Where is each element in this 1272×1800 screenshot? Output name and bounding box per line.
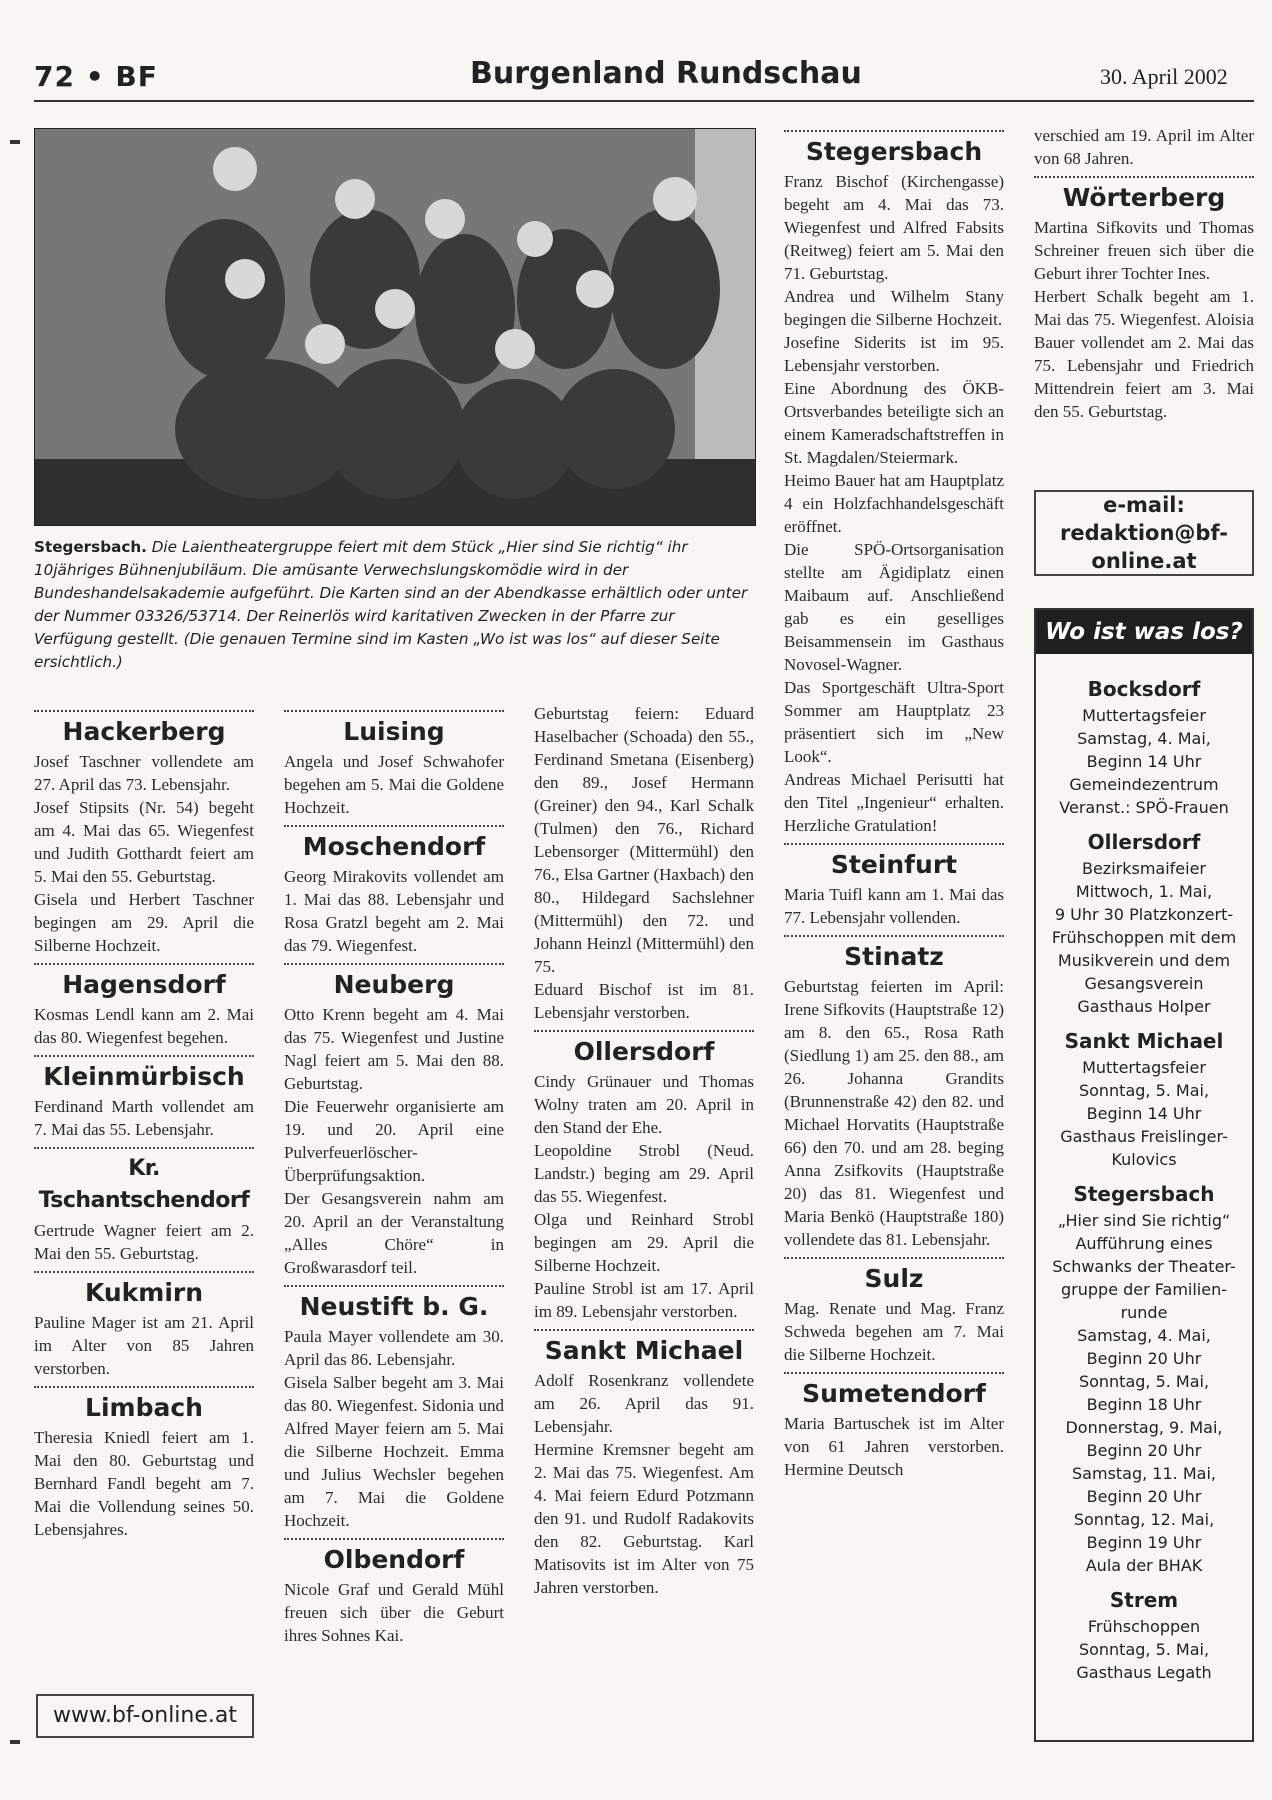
section-divider [784,935,1004,937]
location-heading: Ollersdorf [573,1037,715,1066]
section-divider [34,963,254,965]
event-detail-line: Sonntag, 12. Mai, [1073,1510,1215,1529]
news-item: Kosmas Lendl kann am 2. Mai das 80. Wiegenfest begehen. [34,1005,254,1047]
news-item: Theresia Kniedl feiert am 1. Mai den 80. Geburtstag und Bernhard Fandl begeht am 7. Mai die Vollendung seines 50. Lebensjahres. [34,1428,254,1539]
event-detail-line: Samstag, 4. Mai, [1077,1326,1211,1345]
newspaper-title: Burgenland Rundschau [470,56,862,91]
event-detail-line: Gasthaus Legath [1076,1663,1212,1682]
news-item: Maria Bartuschek ist im Alter von 61 Jahren verstorben. Hermine Deutsch [784,1414,1004,1479]
news-item: Hermine Kremsner begeht am 2. Mai das 75. Wiegenfest. Am 4. Mai feiern Edurd Potzmann den 91. und Rudolf Radakovits den 82. Geburtstag. Karl Matisovits ist im Alter von 75 Jahren verstorben. [534,1440,754,1597]
event-detail-line: Sonntag, 5. Mai, [1078,1081,1210,1100]
news-item: Otto Krenn begeht am 4. Mai das 75. Wiegenfest und Justine Nagl feiert am 5. Mai den 88. Geburtstag. [284,1005,504,1093]
news-item: Josefine Siderits ist im 95. Lebensjahr verstorben. [784,333,1004,375]
caption-place: Stegersbach. [34,538,147,556]
section-divider [284,1285,504,1287]
section-divider [784,843,1004,845]
column-5 [1034,124,1254,423]
news-item: Ferdinand Marth vollendet am 7. Mai das 55. Lebensjahr. [34,1097,254,1139]
location-heading: Kleinmürbisch [43,1062,245,1091]
event-detail-line: Frühschoppen [1087,1617,1201,1636]
event-detail-line: Beginn 20 Uhr [1086,1441,1202,1460]
event-detail-line: Beginn 18 Uhr [1086,1395,1202,1414]
location-heading: Hagensdorf [62,970,226,999]
news-item: Die Feuerwehr organisierte am 19. und 20. April eine Pulverfeuerlöscher-Überprüfungsaktion. [284,1097,504,1185]
event-detail-line: Sonntag, 5. Mai, [1078,1372,1210,1391]
event-location: Sankt Michael [1064,1029,1224,1053]
news-item: Angela und Josef Schwahofer begehen am 5. Mai die Goldene Hochzeit. [284,752,504,817]
location-heading: Hackerberg [62,717,226,746]
issue-date: 30. April 2002 [1100,64,1228,89]
event-detail-line: Samstag, 4. Mai, [1077,729,1211,748]
section-divider [784,130,1004,132]
event-detail-line: Beginn 14 Uhr [1086,1104,1202,1123]
column-3 [534,702,754,1599]
location-heading: Luising [343,717,445,746]
section-divider [34,1055,254,1057]
location-heading: Kukmirn [84,1278,204,1307]
event-detail-line: Gesangsverein [1084,974,1204,993]
event-detail-line: runde [1120,1303,1168,1322]
news-item: Martina Sifkovits und Thomas Schreiner freuen sich über die Geburt ihrer Tochter Ines. [1034,218,1254,283]
page-number-section: 72 • BF [34,60,158,93]
event-detail-line: Gasthaus Freislinger- [1060,1127,1228,1146]
location-heading: Neuberg [333,970,455,999]
news-item: Andrea und Wilhelm Stany begingen die Silberne Hochzeit. [784,287,1004,329]
location-heading: Neustift b. G. [299,1292,489,1321]
section-divider [34,1271,254,1273]
location-heading: Sankt Michael [544,1336,744,1365]
section-divider [534,1329,754,1331]
section-divider [284,963,504,965]
news-item: Leopoldine Strobl (Neud. Landstr.) beging am 29. April das 55. Wiegenfest. [534,1141,754,1206]
event-detail-line: Beginn 20 Uhr [1086,1349,1202,1368]
section-divider [284,1538,504,1540]
location-heading: Sumetendorf [802,1379,986,1408]
news-item: verschied am 19. April im Alter von 68 Jahren. [1034,126,1254,168]
events-box [1034,608,1254,1742]
event-detail-line: Sonntag, 5. Mai, [1078,1640,1210,1659]
news-item: Eduard Bischof ist im 81. Lebensjahr verstorben. [534,980,754,1022]
caption-text: Die Laientheatergruppe feiert mit dem Stück „Hier sind Sie richtig“ ihr 10jähriges Bühnenjubiläum. Die amüsante Verwechslungskomödie wird in der Bundeshandelsakademie aufgeführt. Die Karten sind an der Abendkasse erhältlich oder unter der Nummer 03326/53714. Der Reinerlös wird karitativen Zwecken in der Pfarre zur Verfügung gestellt. (Die genauen Termine sind im Kasten „Wo ist was los“ auf dieser Seite ersichtlich.) [34,538,748,671]
news-item: Herbert Schalk begeht am 1. Mai das 75. Wiegenfest. Aloisia Bauer vollendet am 2. Mai das 75. Lebensjahr und Friedrich Mittendrein feiert am 3. Mai den 55. Geburtstag. [1034,287,1254,421]
email-contact-box[interactable] [1034,490,1254,576]
events-title: Wo ist was los? [1036,610,1252,654]
news-item: Andreas Michael Perisutti hat den Titel „Ingenieur“ erhalten. Herzliche Gratulation! [784,770,1004,835]
event-location: Bocksdorf [1087,677,1201,701]
location-heading: Limbach [85,1393,203,1422]
news-item: Gertrude Wagner feiert am 2. Mai den 55. Geburtstag. [34,1221,254,1263]
group-photo-image [35,129,755,525]
news-item: Mag. Renate und Mag. Franz Schweda begehen am 7. Mai die Silberne Hochzeit. [784,1299,1004,1364]
margin-mark [10,140,20,144]
event-detail-line: Bezirksmaifeier [1081,859,1207,878]
news-item: Eine Abordnung des ÖKB-Ortsverbandes beteiligte sich an einem Kameradschaftstreffen in St. Magdalen/Steiermark. [784,379,1004,467]
event-detail-line: Aufführung eines [1075,1234,1213,1253]
event-detail-line: Donnerstag, 9. Mai, [1065,1418,1223,1437]
event-detail-line: Beginn 19 Uhr [1086,1533,1202,1552]
news-item: Josef Stipsits (Nr. 54) begeht am 4. Mai das 65. Wiegenfest und Judith Gotthardt feiert am 5. Mai den 55. Geburtstag. [34,798,254,886]
news-item: Olga und Reinhard Strobl begingen am 29. April die Silberne Hochzeit. [534,1210,754,1275]
news-item: Die SPÖ-Ortsorganisation stellte am Ägidiplatz einen Maibaum auf. Anschließend gab es ein geselliges Beisammensein im Gasthaus Novosel-Wagner. [784,540,1004,674]
event-detail-line: Gasthaus Holper [1077,997,1211,1016]
location-heading: Sulz [864,1264,924,1293]
event-detail-line: Schwanks der Theater- [1052,1257,1236,1276]
section-divider [784,1257,1004,1259]
event-detail-line: Veranst.: SPÖ-Frauen [1059,798,1229,817]
margin-mark [10,1740,20,1744]
section-divider [34,710,254,712]
news-item: Georg Mirakovits vollendet am 1. Mai das 88. Lebensjahr und Rosa Gratzl begeht am 2. Mai das 79. Wiegenfest. [284,867,504,955]
photo-caption [34,536,754,674]
news-item: Geburtstag feiern: Eduard Haselbacher (Schoada) den 55., Ferdinand Smetana (Eisenberg) den 89., Josef Hermann (Greiner) den 94., Karl Schalk (Tulmen) den 76., Richard Lebensorger (Mittermühl) den 76., Elsa Gartner (Haxbach) den 80., Hildegard Sachslehner (Mittermühl) den 72. und Johann Heinzl (Mittermühl) den 75. [534,704,754,976]
event-detail-line: Beginn 14 Uhr [1086,752,1202,771]
event-detail-line: Samstag, 11. Mai, [1072,1464,1216,1483]
section-divider [284,710,504,712]
news-item: Paula Mayer vollendete am 30. April das 86. Lebensjahr. [284,1327,504,1369]
event-detail-line: Aula der BHAK [1085,1556,1203,1575]
news-item: Maria Tuifl kann am 1. Mai das 77. Lebensjahr vollenden. [784,885,1004,927]
news-item: Gisela Salber begeht am 3. Mai das 80. Wiegenfest. Sidonia und Alfred Mayer feiern am 5. Mai die Silberne Hochzeit. Emma und Julius Wechsler begehen am 7. Mai die Goldene Hochzeit. [284,1373,504,1530]
location-heading: Stegersbach [805,137,983,166]
event-detail-line: Gemeindezentrum [1069,775,1219,794]
news-item: Pauline Strobl ist am 17. April im 89. Lebensjahr verstorben. [534,1279,754,1321]
location-heading: Olbendorf [323,1545,465,1574]
location-heading: Wörterberg [1062,183,1226,212]
email-address[interactable]: e-mail: redaktion@bf-online.at [1060,493,1228,573]
column-4 [784,130,1004,1481]
event-detail-line: gruppe der Familien- [1061,1280,1227,1299]
events-list [1036,654,1252,1684]
section-divider [784,1372,1004,1374]
column-1 [34,710,254,1541]
news-item: Josef Taschner vollendete am 27. April das 73. Lebensjahr. [34,752,254,794]
event-detail-line: Kulovics [1111,1150,1177,1169]
event-detail-line: Muttertagsfeier [1082,1058,1206,1077]
event-location: Strem [1109,1588,1179,1612]
location-heading: Kr. Tschantschendorf [38,1156,250,1213]
location-heading: Stinatz [844,942,944,971]
header-rule [34,100,1254,102]
event-detail-line: 9 Uhr 30 Platzkonzert- [1054,905,1234,924]
news-item: Franz Bischof (Kirchengasse) begeht am 4. Mai das 73. Wiegenfest und Alfred Fabsits (Reitweg) feiert am 5. Mai den 71. Geburtstag. [784,172,1004,283]
section-divider [284,825,504,827]
news-item: Heimo Bauer hat am Hauptplatz 4 ein Holzfachhandelsgeschäft eröffnet. [784,471,1004,536]
group-photo [34,128,756,526]
location-heading: Moschendorf [302,832,486,861]
column-2 [284,710,504,1647]
event-location: Ollersdorf [1087,830,1201,854]
event-location: Stegersbach [1073,1182,1215,1206]
event-detail-line: „Hier sind Sie richtig“ [1057,1211,1231,1230]
event-detail-line: Mittwoch, 1. Mai, [1075,882,1213,901]
location-heading: Steinfurt [830,850,958,879]
event-detail-line: Musikverein und dem [1057,951,1231,970]
event-detail-line: Frühschoppen mit dem [1051,928,1237,947]
news-item: Nicole Graf und Gerald Mühl freuen sich über die Geburt ihres Sohnes Kai. [284,1580,504,1645]
section-divider [534,1030,754,1032]
news-item: Gisela und Herbert Taschner begingen am 29. April die Silberne Hochzeit. [34,890,254,955]
section-divider [1034,176,1254,178]
news-item: Der Gesangsverein nahm am 20. April an der Veranstaltung „Alles Chöre“ in Großwarasdorf teil. [284,1189,504,1277]
event-detail-line: Beginn 20 Uhr [1086,1487,1202,1506]
news-item: Pauline Mager ist am 21. April im Alter von 85 Jahren verstorben. [34,1313,254,1378]
event-detail-line: Muttertagsfeier [1082,706,1206,725]
news-item: Adolf Rosenkranz vollendete am 26. April das 91. Lebensjahr. [534,1371,754,1436]
news-item: Das Sportgeschäft Ultra-Sport Sommer am Hauptplatz 23 präsentiert sich im „New Look“. [784,678,1004,766]
news-item: Geburtstag feierten im April: Irene Sifkovits (Hauptstraße 12) am 8. den 65., Rosa Rath (Siedlung 1) am 25. den 88., am 26. Johanna Grandits (Brunnenstraße 42) den 82. und Michael Horvatits (Hauptstraße 66) den 70. und am 28. beging Anna Zsifkovits (Hauptstraße 20) das 81. Wiegenfest und Maria Benkö (Hauptstraße 180) vollendete das 81. Lebensjahr. [784,977,1004,1249]
website-link-box[interactable]: www.bf-online.at [36,1694,254,1738]
section-divider [34,1147,254,1149]
section-divider [34,1386,254,1388]
news-item: Cindy Grünauer und Thomas Wolny traten am 20. April in den Stand der Ehe. [534,1072,754,1137]
